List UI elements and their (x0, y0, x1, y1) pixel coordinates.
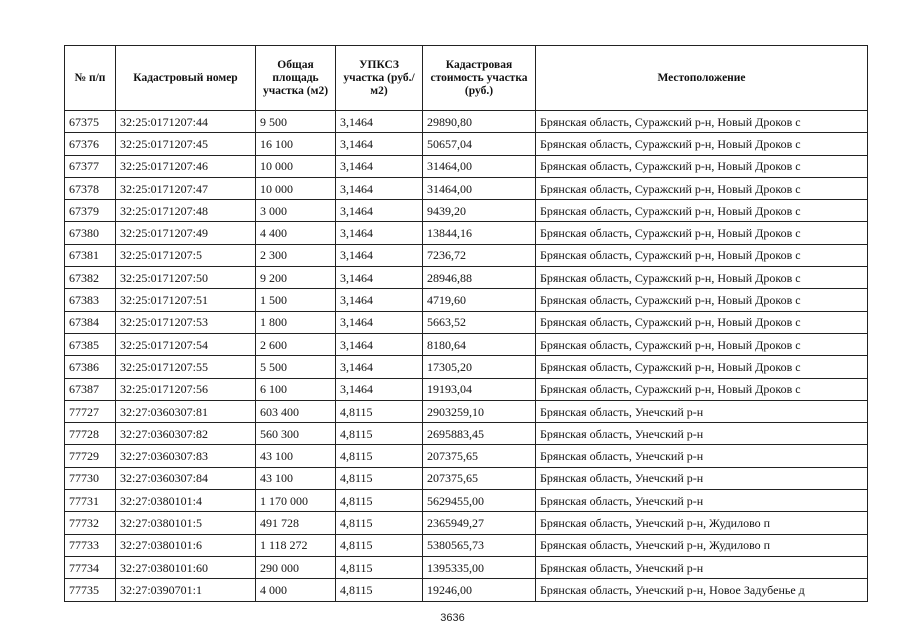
cadastral-value-table (64, 45, 868, 602)
cadastral-value-cell: 17305,20 (423, 356, 536, 378)
cadastral-number-cell: 32:25:0171207:48 (116, 200, 256, 222)
area-cell: 43 100 (256, 445, 336, 467)
area-cell: 16 100 (256, 133, 336, 155)
upksz-cell: 3,1464 (336, 155, 423, 177)
cadastral-number-cell: 32:25:0171207:46 (116, 155, 256, 177)
location-cell: Брянская область, Суражский р-н, Новый Дроков с (536, 244, 868, 266)
location-cell: Брянская область, Суражский р-н, Новый Дроков с (536, 133, 868, 155)
upksz-cell: 4,8115 (336, 400, 423, 422)
cadastral-number-cell: 32:25:0171207:50 (116, 267, 256, 289)
row-number-cell: 67387 (65, 378, 116, 400)
location-cell: Брянская область, Суражский р-н, Новый Дроков с (536, 311, 868, 333)
area-cell: 9 200 (256, 267, 336, 289)
upksz-cell: 3,1464 (336, 222, 423, 244)
table-row (65, 155, 868, 177)
cadastral-number-cell: 32:25:0171207:44 (116, 111, 256, 133)
upksz-cell: 3,1464 (336, 133, 423, 155)
cadastral-value-cell: 19193,04 (423, 378, 536, 400)
row-number-cell: 67377 (65, 155, 116, 177)
cadastral-value-cell: 13844,16 (423, 222, 536, 244)
upksz-cell: 3,1464 (336, 111, 423, 133)
cadastral-value-cell: 4719,60 (423, 289, 536, 311)
table-row (65, 333, 868, 355)
row-number-cell: 77731 (65, 490, 116, 512)
table-row (65, 267, 868, 289)
location-cell: Брянская область, Суражский р-н, Новый Дроков с (536, 177, 868, 199)
location-cell: Брянская область, Суражский р-н, Новый Дроков с (536, 378, 868, 400)
cadastral-value-cell: 2365949,27 (423, 512, 536, 534)
cadastral-value-cell: 8180,64 (423, 333, 536, 355)
area-cell: 6 100 (256, 378, 336, 400)
location-cell: Брянская область, Унечский р-н (536, 423, 868, 445)
row-number-cell: 67378 (65, 177, 116, 199)
cadastral-number-cell: 32:25:0171207:49 (116, 222, 256, 244)
header-area: Общая площадь участка (м2) (256, 46, 336, 111)
cadastral-number-cell: 32:25:0171207:5 (116, 244, 256, 266)
cadastral-number-cell: 32:27:0360307:81 (116, 400, 256, 422)
table-row (65, 289, 868, 311)
cadastral-number-cell: 32:25:0171207:53 (116, 311, 256, 333)
cadastral-value-cell: 1395335,00 (423, 556, 536, 578)
table-row (65, 222, 868, 244)
upksz-cell: 4,8115 (336, 490, 423, 512)
cadastral-number-cell: 32:27:0380101:6 (116, 534, 256, 556)
cadastral-value-cell: 31464,00 (423, 177, 536, 199)
area-cell: 10 000 (256, 177, 336, 199)
header-cadastral-number: Кадастровый номер (116, 46, 256, 111)
table-row (65, 556, 868, 578)
upksz-cell: 4,8115 (336, 512, 423, 534)
row-number-cell: 77730 (65, 467, 116, 489)
table-row (65, 579, 868, 601)
upksz-cell: 3,1464 (336, 200, 423, 222)
location-cell: Брянская область, Унечский р-н, Жудилово п (536, 512, 868, 534)
area-cell: 10 000 (256, 155, 336, 177)
upksz-cell: 4,8115 (336, 445, 423, 467)
cadastral-number-cell: 32:25:0171207:47 (116, 177, 256, 199)
cadastral-value-cell: 207375,65 (423, 445, 536, 467)
area-cell: 1 118 272 (256, 534, 336, 556)
row-number-cell: 77734 (65, 556, 116, 578)
table-row (65, 177, 868, 199)
cadastral-number-cell: 32:25:0171207:45 (116, 133, 256, 155)
cadastral-value-cell: 9439,20 (423, 200, 536, 222)
cadastral-value-cell: 19246,00 (423, 579, 536, 601)
cadastral-number-cell: 32:27:0360307:82 (116, 423, 256, 445)
upksz-cell: 3,1464 (336, 289, 423, 311)
area-cell: 491 728 (256, 512, 336, 534)
row-number-cell: 67379 (65, 200, 116, 222)
location-cell: Брянская область, Унечский р-н, Жудилово п (536, 534, 868, 556)
row-number-cell: 67386 (65, 356, 116, 378)
cadastral-number-cell: 32:27:0360307:83 (116, 445, 256, 467)
upksz-cell: 3,1464 (336, 378, 423, 400)
row-number-cell: 67376 (65, 133, 116, 155)
cadastral-number-cell: 32:27:0360307:84 (116, 467, 256, 489)
page-number: 3636 (440, 612, 465, 624)
table-body (65, 111, 868, 602)
cadastral-number-cell: 32:27:0380101:60 (116, 556, 256, 578)
table-row (65, 133, 868, 155)
upksz-cell: 4,8115 (336, 579, 423, 601)
row-number-cell: 67375 (65, 111, 116, 133)
table-row (65, 356, 868, 378)
cadastral-value-cell: 5629455,00 (423, 490, 536, 512)
cadastral-number-cell: 32:25:0171207:55 (116, 356, 256, 378)
table-row (65, 467, 868, 489)
row-number-cell: 77727 (65, 400, 116, 422)
location-cell: Брянская область, Унечский р-н (536, 490, 868, 512)
cadastral-value-cell: 7236,72 (423, 244, 536, 266)
table-row (65, 400, 868, 422)
location-cell: Брянская область, Суражский р-н, Новый Дроков с (536, 200, 868, 222)
area-cell: 1 800 (256, 311, 336, 333)
area-cell: 2 600 (256, 333, 336, 355)
cadastral-value-cell: 2903259,10 (423, 400, 536, 422)
cadastral-value-cell: 2695883,45 (423, 423, 536, 445)
upksz-cell: 4,8115 (336, 467, 423, 489)
row-number-cell: 77735 (65, 579, 116, 601)
location-cell: Брянская область, Унечский р-н, Новое Задубенье д (536, 579, 868, 601)
upksz-cell: 3,1464 (336, 244, 423, 266)
upksz-cell: 4,8115 (336, 534, 423, 556)
upksz-cell: 4,8115 (336, 556, 423, 578)
cadastral-number-cell: 32:27:0390701:1 (116, 579, 256, 601)
location-cell: Брянская область, Суражский р-н, Новый Дроков с (536, 155, 868, 177)
row-number-cell: 67381 (65, 244, 116, 266)
header-cadastral-value: Кадастровая стоимость участка (руб.) (423, 46, 536, 111)
upksz-cell: 3,1464 (336, 311, 423, 333)
cadastral-value-cell: 5663,52 (423, 311, 536, 333)
area-cell: 603 400 (256, 400, 336, 422)
upksz-cell: 4,8115 (336, 423, 423, 445)
table-row (65, 512, 868, 534)
area-cell: 1 500 (256, 289, 336, 311)
table-row (65, 445, 868, 467)
area-cell: 9 500 (256, 111, 336, 133)
location-cell: Брянская область, Унечский р-н (536, 467, 868, 489)
row-number-cell: 67380 (65, 222, 116, 244)
cadastral-number-cell: 32:27:0380101:5 (116, 512, 256, 534)
row-number-cell: 77733 (65, 534, 116, 556)
row-number-cell: 77728 (65, 423, 116, 445)
area-cell: 4 400 (256, 222, 336, 244)
row-number-cell: 67382 (65, 267, 116, 289)
header-upksz: УПКСЗ участка (руб./м2) (336, 46, 423, 111)
table-row (65, 111, 868, 133)
cadastral-number-cell: 32:25:0171207:54 (116, 333, 256, 355)
header-location: Местоположение (536, 46, 868, 111)
row-number-cell: 77732 (65, 512, 116, 534)
area-cell: 1 170 000 (256, 490, 336, 512)
table-header-row (65, 46, 868, 111)
row-number-cell: 67384 (65, 311, 116, 333)
table-row (65, 490, 868, 512)
location-cell: Брянская область, Суражский р-н, Новый Дроков с (536, 222, 868, 244)
location-cell: Брянская область, Суражский р-н, Новый Дроков с (536, 333, 868, 355)
cadastral-value-cell: 5380565,73 (423, 534, 536, 556)
cadastral-value-cell: 31464,00 (423, 155, 536, 177)
row-number-cell: 77729 (65, 445, 116, 467)
area-cell: 3 000 (256, 200, 336, 222)
cadastral-number-cell: 32:25:0171207:56 (116, 378, 256, 400)
upksz-cell: 3,1464 (336, 177, 423, 199)
location-cell: Брянская область, Унечский р-н (536, 400, 868, 422)
location-cell: Брянская область, Суражский р-н, Новый Дроков с (536, 111, 868, 133)
area-cell: 290 000 (256, 556, 336, 578)
cadastral-value-cell: 50657,04 (423, 133, 536, 155)
area-cell: 5 500 (256, 356, 336, 378)
area-cell: 2 300 (256, 244, 336, 266)
location-cell: Брянская область, Суражский р-н, Новый Дроков с (536, 356, 868, 378)
location-cell: Брянская область, Унечский р-н (536, 445, 868, 467)
table-row (65, 534, 868, 556)
cadastral-value-cell: 28946,88 (423, 267, 536, 289)
location-cell: Брянская область, Суражский р-н, Новый Дроков с (536, 289, 868, 311)
area-cell: 43 100 (256, 467, 336, 489)
row-number-cell: 67385 (65, 333, 116, 355)
table-row (65, 200, 868, 222)
upksz-cell: 3,1464 (336, 267, 423, 289)
header-row-number: № п/п (65, 46, 116, 111)
cadastral-number-cell: 32:25:0171207:51 (116, 289, 256, 311)
table-row (65, 378, 868, 400)
table-row (65, 423, 868, 445)
upksz-cell: 3,1464 (336, 356, 423, 378)
area-cell: 4 000 (256, 579, 336, 601)
table-row (65, 244, 868, 266)
location-cell: Брянская область, Унечский р-н (536, 556, 868, 578)
cadastral-value-cell: 29890,80 (423, 111, 536, 133)
upksz-cell: 3,1464 (336, 333, 423, 355)
row-number-cell: 67383 (65, 289, 116, 311)
table-row (65, 311, 868, 333)
cadastral-number-cell: 32:27:0380101:4 (116, 490, 256, 512)
location-cell: Брянская область, Суражский р-н, Новый Дроков с (536, 267, 868, 289)
cadastral-value-cell: 207375,65 (423, 467, 536, 489)
area-cell: 560 300 (256, 423, 336, 445)
